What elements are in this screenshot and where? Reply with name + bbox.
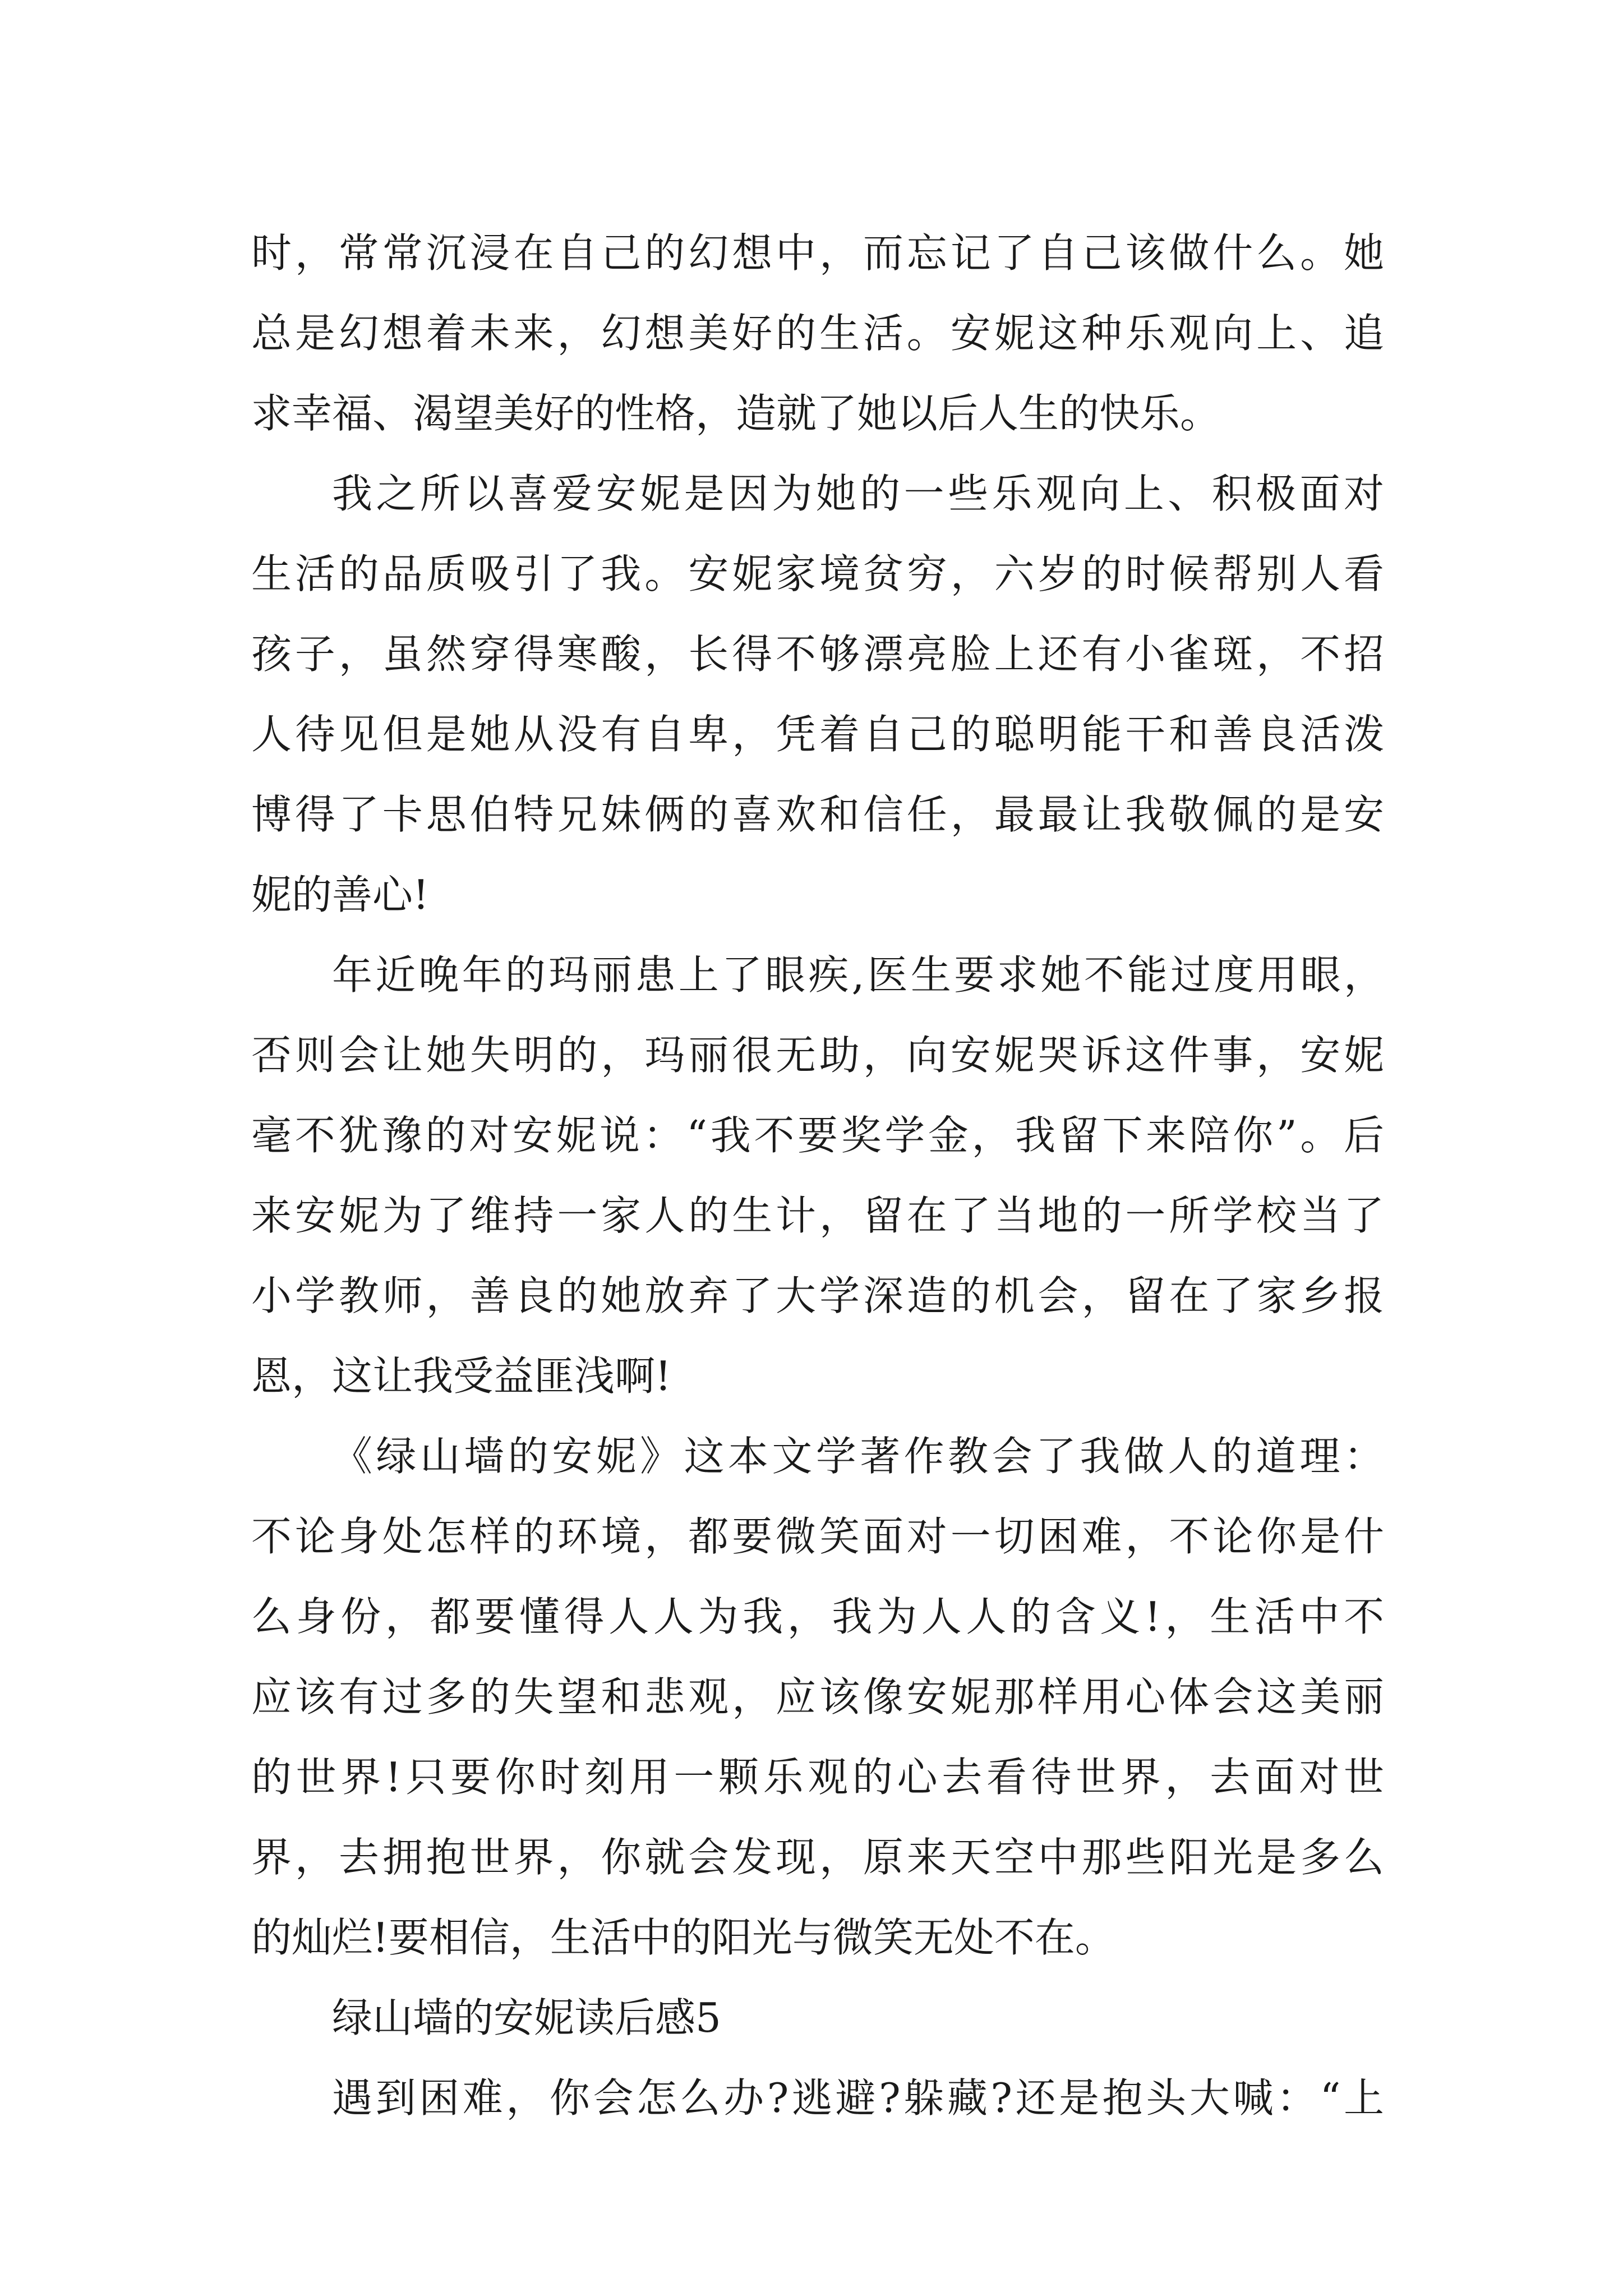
- text-line: 应该有过多的失望和悲观，应该像安妮那样用心体会这美丽: [251, 1673, 1384, 1720]
- text-line: 博得了卡思伯特兄妹俩的喜欢和信任，最最让我敬佩的是安: [251, 791, 1384, 838]
- text-line: 小学教师，善良的她放弃了大学深造的机会，留在了家乡报: [251, 1272, 1384, 1319]
- text-line: 恩，这让我受益匪浅啊!: [251, 1352, 671, 1400]
- essay-body: [251, 213, 1384, 2138]
- text-line: 么身份，都要懂得人人为我，我为人人的含义!，生活中不: [251, 1593, 1384, 1640]
- text-line: 的灿烂!要相信，生活中的阳光与微笑无处不在。: [251, 1914, 1115, 1961]
- paragraph-first-line: 《绿山墙的安妮》这本文学著作教会了我做人的道理：: [332, 1433, 1384, 1480]
- text-line: 孩子，虽然穿得寒酸，长得不够漂亮脸上还有小雀斑，不招: [251, 631, 1384, 678]
- section-heading: 绿山墙的安妮读后感5: [332, 1994, 721, 2041]
- text-line: 界，去拥抱世界，你就会发现，原来天空中那些阳光是多么: [251, 1834, 1384, 1881]
- text-line: 的世界!只要你时刻用一颗乐观的心去看待世界，去面对世: [251, 1754, 1384, 1801]
- text-line: 来安妮为了维持一家人的生计，留在了当地的一所学校当了: [251, 1192, 1384, 1239]
- text-line: 人待见但是她从没有自卑，凭着自己的聪明能干和善良活泼: [251, 711, 1384, 758]
- text-line: 生活的品质吸引了我。安妮家境贫穷，六岁的时候帮别人看: [251, 550, 1384, 597]
- paragraph-first-line: 遇到困难，你会怎么办?逃避?躲藏?还是抱头大喊：“上: [332, 2074, 1384, 2122]
- paragraph-first-line: 我之所以喜爱安妮是因为她的一些乐观向上、积极面对: [332, 470, 1384, 517]
- text-line: 妮的善心!: [251, 871, 429, 918]
- text-line: 不论身处怎样的环境，都要微笑面对一切困难，不论你是什: [251, 1513, 1384, 1560]
- text-line: 时，常常沉浸在自己的幻想中，而忘记了自己该做什么。她: [251, 229, 1384, 277]
- text-line: 求幸福、渴望美好的性格，造就了她以后人生的快乐。: [251, 390, 1221, 437]
- paragraph-first-line: 年近晚年的玛丽患上了眼疾,医生要求她不能过度用眼，: [332, 951, 1384, 999]
- text-line: 否则会让她失明的，玛丽很无助，向安妮哭诉这件事，安妮: [251, 1032, 1384, 1079]
- text-line: 毫不犹豫的对安妮说：“我不要奖学金，我留下来陪你”。后: [251, 1112, 1384, 1159]
- text-line: 总是幻想着未来，幻想美好的生活。安妮这种乐观向上、追: [251, 310, 1384, 357]
